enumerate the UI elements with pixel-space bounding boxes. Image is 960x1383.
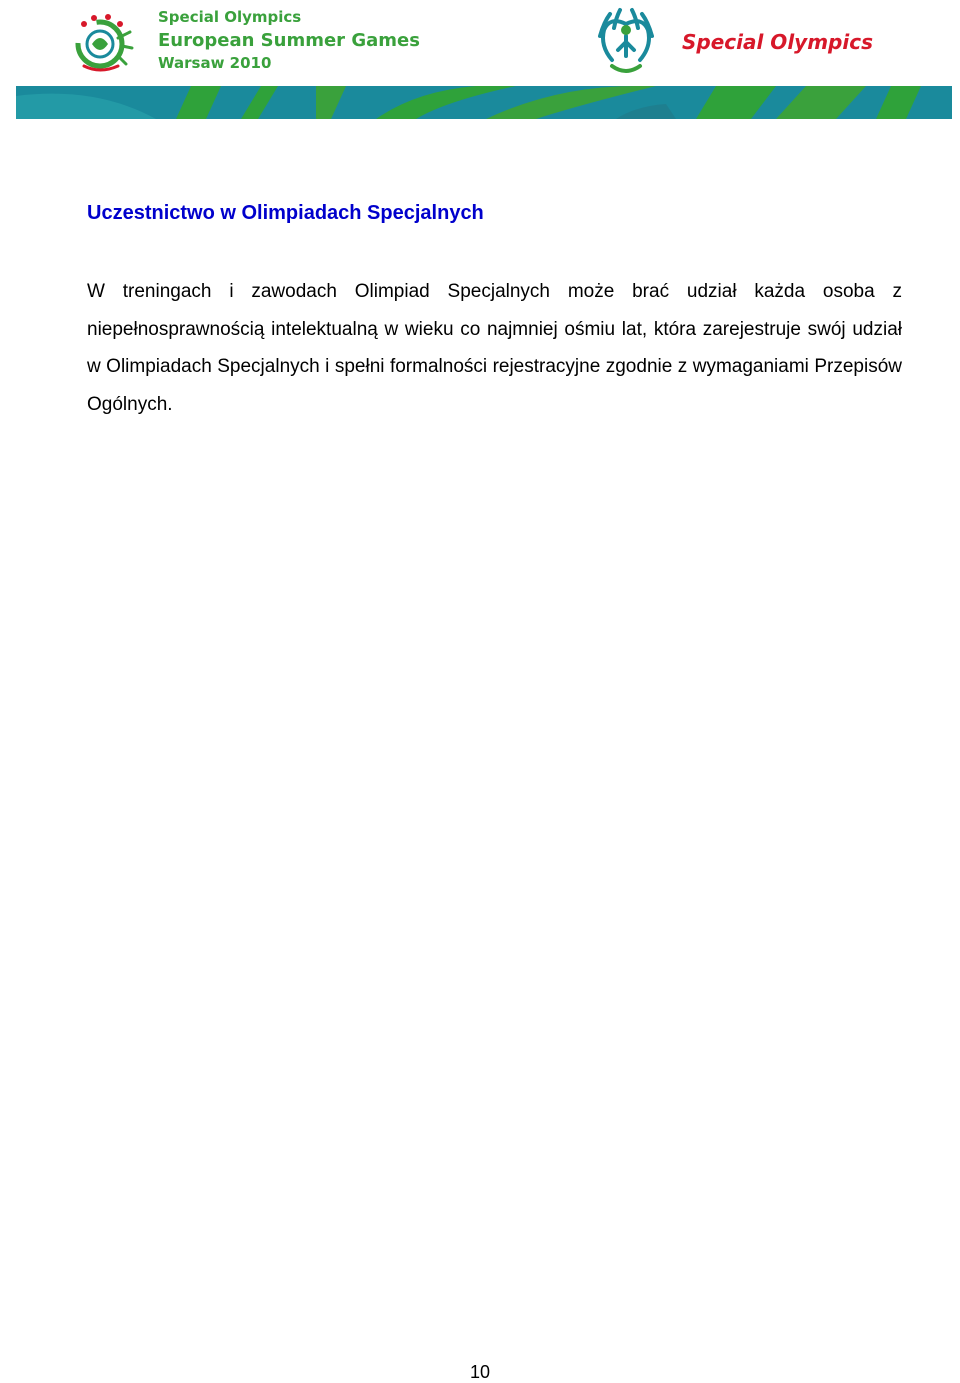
european-games-emblem-icon: [74, 10, 134, 76]
event-name-line2: European Summer Games: [158, 30, 420, 51]
event-name-line1: Special Olympics: [158, 8, 302, 26]
event-name: [158, 10, 458, 76]
page-number: 10: [469, 1362, 491, 1382]
header-banner: [16, 86, 952, 119]
document-title: Uczestnictwo w Olimpiadach Specjalnych: [87, 202, 484, 224]
page-header: [0, 0, 960, 122]
special-olympics-figure-icon: [590, 6, 662, 78]
event-name-line3: Warsaw 2010: [158, 54, 272, 72]
document-paragraph: W treningach i zawodach Olimpiad Specjalnych może brać udział każda osoba z niepełnosprawnością intelektualną w wieku co najmniej ośmiu lat, która zarejestruje swój udział w Olimpiadach Specjalnych i spełni formalności rejestracyjne zgodnie z wymaganiami Przepisów Ogólnych.: [87, 281, 902, 415]
document-body: [87, 200, 902, 423]
brand-name: Special Olympics: [682, 30, 873, 54]
